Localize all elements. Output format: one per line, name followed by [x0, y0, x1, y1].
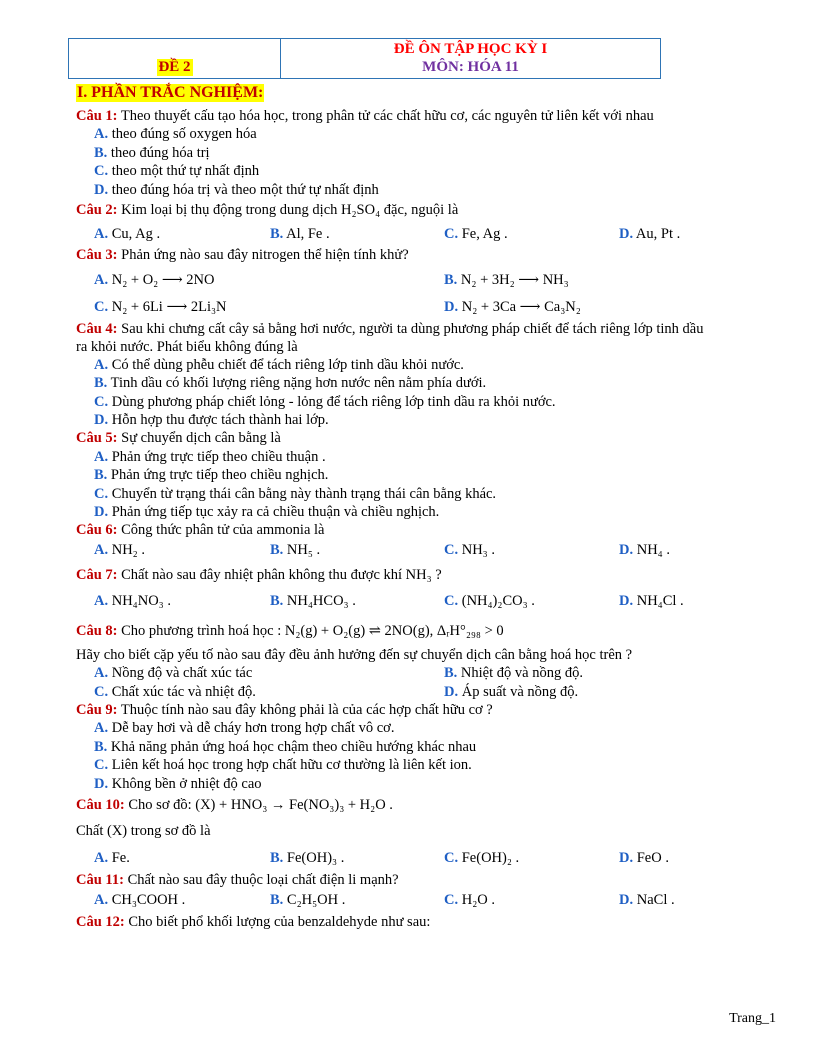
option-text: Phản ứng tiếp tục xảy ra cả chiều thuận và chiều nghịch.: [108, 504, 440, 520]
option-text: FeO .: [633, 850, 669, 866]
option-label: D.: [94, 504, 109, 520]
answer-option: [270, 225, 330, 243]
answer-option: [619, 849, 669, 867]
answer-option: [94, 719, 394, 737]
answer-option: [94, 448, 326, 466]
option-text: N₂ + 6Li ⟶ 2Li₃N: [108, 299, 227, 315]
question-line: [76, 913, 430, 931]
option-label: D.: [94, 412, 109, 428]
option-text: NH₅ .: [283, 542, 321, 558]
option-text: Tinh dầu có khối lượng riêng nặng hơn nước nên nằm phía dưới.: [107, 375, 487, 391]
question-line: [76, 429, 281, 447]
option-text: Hỗn hợp thu được tách thành hai lớp.: [108, 412, 329, 428]
option-text: Không bền ở nhiệt độ cao: [108, 776, 262, 792]
option-label: D.: [94, 182, 109, 198]
question-line: [76, 566, 442, 584]
answer-option: [270, 891, 345, 909]
answer-option: [444, 271, 569, 289]
question-line: [76, 201, 458, 219]
answer-option: [94, 162, 259, 180]
option-label: C.: [444, 892, 459, 908]
option-label: C.: [94, 394, 109, 410]
option-label: D.: [444, 684, 459, 700]
question-number: Câu 1:: [76, 108, 118, 124]
question-number: Câu 2:: [76, 202, 118, 218]
answer-option: [444, 683, 578, 701]
question-text: Công thức phân tử của ammonia là: [117, 522, 325, 538]
option-label: D.: [619, 850, 634, 866]
question-text: Theo thuyết cấu tạo hóa học, trong phân tử các chất hữu cơ, các nguyên tử liên kết với nhau: [117, 108, 654, 124]
question-line: [76, 622, 504, 640]
answer-option: [94, 225, 160, 243]
option-text: theo đúng hóa trị và theo một thứ tự nhất định: [108, 182, 379, 198]
option-text: Phản ứng trực tiếp theo chiều thuận .: [108, 449, 326, 465]
option-text: Áp suất và nồng độ.: [458, 684, 579, 700]
answer-option: [94, 891, 185, 909]
option-text: CH₃COOH .: [108, 892, 186, 908]
answer-option: [94, 775, 262, 793]
answer-option: [94, 738, 476, 756]
option-text: NH₄HCO₃ .: [283, 593, 356, 609]
answer-option: [444, 891, 495, 909]
answer-option: [94, 485, 496, 503]
option-label: B.: [94, 145, 108, 161]
answer-option: [94, 849, 130, 867]
answer-option: [444, 664, 583, 682]
question-text: Chất nào sau đây nhiệt phân không thu được khí NH₃ ?: [117, 567, 442, 583]
exam-title: ĐỀ ÔN TẬP HỌC KỲ I: [393, 41, 548, 57]
option-text: Phản ứng trực tiếp theo chiều nghịch.: [107, 467, 329, 483]
option-label: D.: [619, 892, 634, 908]
question-text: Cho sơ đồ: (X) + HNO₃ → Fe(NO₃)₃ + H₂O .: [124, 797, 393, 813]
answer-option: [94, 466, 328, 484]
answer-option: [94, 664, 252, 682]
option-text: NH₂ .: [108, 542, 145, 558]
option-label: B.: [270, 892, 284, 908]
question-line: [76, 521, 325, 539]
option-text: NH₄Cl .: [633, 593, 684, 609]
option-label: C.: [94, 163, 109, 179]
answer-option: [270, 592, 356, 610]
exam-title-cell: [281, 39, 660, 78]
question-text: Kim loại bị thụ động trong dung dịch H₂SO₄ đặc, nguội là: [117, 202, 459, 218]
question-text: Phản ứng nào sau đây nitrogen thể hiện tính khử?: [117, 247, 409, 263]
question-continuation: Hãy cho biết cặp yếu tố nào sau đây đều ảnh hưởng đến sự chuyển dịch cân bằng hoá học trên ?: [76, 647, 633, 663]
answer-option: [94, 756, 472, 774]
option-label: A.: [94, 226, 109, 242]
option-text: NaCl .: [633, 892, 675, 908]
option-label: A.: [94, 272, 109, 288]
question-number: Câu 7:: [76, 567, 118, 583]
option-text: Nhiệt độ và nồng độ.: [457, 665, 583, 681]
option-text: Chất xúc tác và nhiệt độ.: [108, 684, 256, 700]
answer-option: [619, 225, 680, 243]
option-label: C.: [94, 757, 109, 773]
option-text: H₂O .: [458, 892, 495, 908]
question-text: Chất nào sau đây thuộc loại chất điện li mạnh?: [123, 872, 399, 888]
option-text: Au, Pt .: [633, 226, 681, 242]
option-text: Liên kết hoá học trong hợp chất hữu cơ thường là liên kết ion.: [108, 757, 472, 773]
option-text: NH₄NO₃ .: [108, 593, 171, 609]
answer-option: [94, 181, 379, 199]
option-label: C.: [444, 593, 459, 609]
answer-option: [94, 541, 145, 559]
option-text: Cu, Ag .: [108, 226, 161, 242]
option-text: theo đúng số oxygen hóa: [108, 126, 257, 142]
option-label: B.: [270, 226, 284, 242]
option-text: theo đúng hóa trị: [107, 145, 210, 161]
option-label: D.: [619, 542, 634, 558]
option-label: A.: [94, 850, 109, 866]
answer-option: [94, 125, 257, 143]
option-text: N₂ + 3Ca ⟶ Ca₃N₂: [458, 299, 581, 315]
option-text: NH₄ .: [633, 542, 670, 558]
option-text: Dễ bay hơi và dễ cháy hơn trong hợp chất vô cơ.: [108, 720, 395, 736]
option-label: A.: [94, 449, 109, 465]
option-label: D.: [444, 299, 459, 315]
question-text: Sau khi chưng cất cây sả bằng hơi nước, người ta dùng phương pháp chiết để tách riêng lớp tinh dầu: [117, 321, 704, 337]
option-label: A.: [94, 720, 109, 736]
question-number: Câu 10:: [76, 797, 125, 813]
question-continuation: Chất (X) trong sơ đồ là: [76, 823, 211, 839]
answer-option: [270, 849, 344, 867]
option-text: Al, Fe .: [283, 226, 330, 242]
option-label: A.: [94, 892, 109, 908]
option-label: A.: [94, 665, 109, 681]
question-line: [76, 701, 493, 719]
option-label: B.: [94, 375, 108, 391]
question-text: Cho biết phổ khối lượng của benzaldehyde như sau:: [124, 914, 431, 930]
page-footer: Trang_1: [729, 1011, 776, 1026]
answer-option: [94, 683, 256, 701]
option-label: B.: [270, 542, 284, 558]
question-number: Câu 9:: [76, 702, 118, 718]
option-text: Fe(OH)₂ .: [458, 850, 520, 866]
option-label: B.: [94, 467, 108, 483]
option-label: C.: [94, 486, 109, 502]
question-number: Câu 5:: [76, 430, 118, 446]
answer-option: [444, 298, 581, 316]
question-number: Câu 8:: [76, 623, 118, 639]
answer-option: [94, 298, 227, 316]
option-label: C.: [444, 542, 459, 558]
answer-option: [619, 541, 670, 559]
answer-option: [94, 356, 464, 374]
exam-header: [68, 38, 661, 79]
question-number: Câu 11:: [76, 872, 124, 888]
option-text: Chuyển từ trạng thái cân bằng này thành trạng thái cân bằng khác.: [108, 486, 497, 502]
option-label: D.: [619, 593, 634, 609]
section-title: I. PHẦN TRẮC NGHIỆM:: [77, 84, 264, 101]
option-label: C.: [94, 299, 109, 315]
option-label: A.: [94, 593, 109, 609]
option-label: C.: [444, 850, 459, 866]
exam-subject: MÔN: HÓA 11: [422, 59, 519, 75]
answer-option: [94, 144, 210, 162]
option-label: C.: [94, 684, 109, 700]
answer-option: [444, 592, 535, 610]
question-line: [76, 246, 409, 264]
answer-option: [444, 541, 495, 559]
question-number: Câu 4:: [76, 321, 118, 337]
question-text: Cho phương trình hoá học : N₂(g) + O₂(g) ⇌ 2NO(g), ΔᵣH°₂₉₈ > 0: [117, 623, 504, 639]
exam-code: ĐỀ 2: [158, 59, 191, 75]
answer-option: [94, 374, 486, 392]
answer-option: [444, 225, 508, 243]
question-line: [76, 320, 704, 338]
answer-option: [444, 849, 519, 867]
option-text: NH₃ .: [458, 542, 495, 558]
option-text: Khả năng phản ứng hoá học chậm theo chiều hướng khác nhau: [107, 739, 477, 755]
option-text: N₂ + O₂ ⟶ 2NO: [108, 272, 215, 288]
question-number: Câu 12:: [76, 914, 125, 930]
option-label: B.: [444, 665, 458, 681]
option-text: (NH₄)₂CO₃ .: [458, 593, 535, 609]
option-text: Fe(OH)₃ .: [283, 850, 345, 866]
question-line: [76, 871, 399, 889]
option-text: Fe.: [108, 850, 130, 866]
answer-option: [94, 592, 171, 610]
option-text: Fe, Ag .: [458, 226, 508, 242]
answer-option: [270, 541, 320, 559]
question-continuation: ra khỏi nước. Phát biểu không đúng là: [76, 339, 298, 355]
answer-option: [94, 411, 329, 429]
option-label: B.: [270, 850, 284, 866]
option-label: B.: [444, 272, 458, 288]
answer-option: [94, 503, 439, 521]
option-label: A.: [94, 357, 109, 373]
question-line: [76, 796, 393, 814]
answer-option: [619, 891, 675, 909]
option-text: N₂ + 3H₂ ⟶ NH₃: [457, 272, 569, 288]
answer-option: [94, 271, 214, 289]
option-text: Nồng độ và chất xúc tác: [108, 665, 253, 681]
option-label: A.: [94, 126, 109, 142]
question-number: Câu 6:: [76, 522, 118, 538]
option-label: D.: [94, 776, 109, 792]
question-line: [76, 107, 654, 125]
question-text: Thuộc tính nào sau đây không phải là của các hợp chất hữu cơ ?: [117, 702, 493, 718]
option-label: C.: [444, 226, 459, 242]
option-label: A.: [94, 542, 109, 558]
question-number: Câu 3:: [76, 247, 118, 263]
option-label: B.: [270, 593, 284, 609]
question-text: Sự chuyển dịch cân bằng là: [117, 430, 281, 446]
answer-option: [619, 592, 684, 610]
option-label: B.: [94, 739, 108, 755]
answer-option: [94, 393, 556, 411]
option-text: C₂H₅OH .: [283, 892, 346, 908]
option-label: D.: [619, 226, 634, 242]
option-text: Có thể dùng phễu chiết để tách riêng lớp tinh dầu khỏi nước.: [108, 357, 464, 373]
exam-code-cell: [69, 39, 281, 78]
option-text: Dùng phương pháp chiết lỏng - lỏng để tách riêng lớp tinh dầu ra khỏi nước.: [108, 394, 556, 410]
option-text: theo một thứ tự nhất định: [108, 163, 260, 179]
